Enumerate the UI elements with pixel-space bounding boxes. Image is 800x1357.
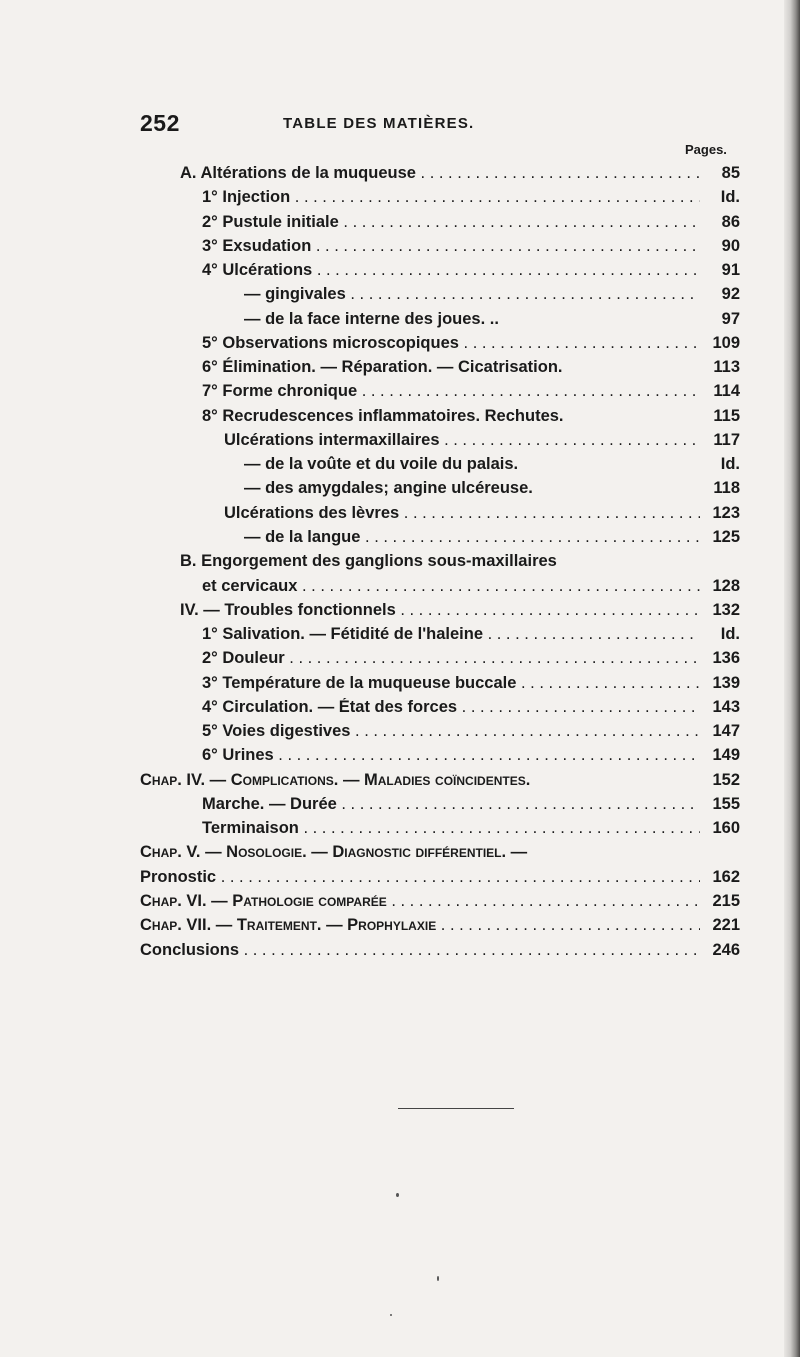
page-header (140, 110, 740, 140)
toc-entry (140, 793, 740, 817)
toc-entry (140, 356, 740, 380)
ink-speck (390, 1314, 392, 1316)
toc-entry-label: — des amygdales; angine ulcéreuse. (244, 479, 533, 498)
running-title: TABLE DES MATIÈRES. (283, 115, 475, 132)
ink-speck (396, 1193, 399, 1197)
toc-entry-label: 5° Voies digestives . . . (202, 722, 700, 744)
toc-entry (140, 841, 740, 865)
toc-entry-label: 7° Forme chronique . . . (202, 382, 700, 404)
toc-entry (140, 211, 740, 235)
toc-entry-page: 139 (712, 673, 740, 692)
toc-entry (140, 744, 740, 768)
toc-entry-label: 6° Urines . . . (202, 746, 700, 768)
toc-entry-page: 118 (713, 479, 740, 498)
toc-entry-page: 113 (713, 358, 740, 377)
closing-rule (398, 1108, 514, 1109)
toc-entry (140, 308, 740, 332)
toc-entry-label: 8° Recrudescences inflammatoires. Rechutes. (202, 406, 564, 425)
toc-entry-page: 160 (712, 819, 740, 838)
toc-entry-label: 1° Salivation. — Fétidité de l'haleine . . . (202, 625, 700, 647)
toc-entry-label: 4° Circulation. — État des forces . . . (202, 698, 700, 720)
toc-entry (140, 720, 740, 744)
toc-entry-page: 128 (712, 576, 740, 595)
toc-entry-page: 155 (712, 794, 740, 813)
toc-entry-label: IV. — Troubles fonctionnels . . . (180, 601, 700, 623)
toc-entry (140, 453, 740, 477)
toc-entry (140, 186, 740, 210)
toc-entry-label: 2° Douleur . . . (202, 649, 700, 671)
toc-entry-page: 152 (712, 770, 740, 789)
page-edge-shadow (784, 0, 800, 1357)
toc-entry (140, 259, 740, 283)
toc-entry-page: 85 (721, 164, 740, 182)
toc-entry-label: Chap. V. — Nosologie. — Diagnostic différentiel. — (140, 843, 528, 862)
toc-entry-page: Id. (720, 188, 740, 207)
toc-entry-label: Pronostic . . . (140, 868, 700, 890)
toc-entry (140, 939, 740, 963)
toc-entry (140, 380, 740, 404)
toc-entry-label: 4° Ulcérations . . . (202, 261, 700, 283)
toc-entry (140, 769, 740, 793)
toc-entry (140, 866, 740, 890)
toc-entry-page: 132 (712, 600, 740, 619)
toc-entry (140, 235, 740, 259)
toc-entry-page: 136 (712, 649, 740, 668)
toc-entry (140, 914, 740, 938)
pages-column-label: Pages. (685, 142, 727, 157)
toc-entry-label: B. Engorgement des ganglions sous-maxillaires (180, 552, 557, 571)
toc-entry-label: Ulcérations des lèvres . . . (224, 504, 700, 526)
toc-entry-page: 221 (712, 916, 740, 935)
toc-entry-page: 246 (712, 940, 740, 959)
toc-entry-label: 6° Élimination. — Réparation. — Cicatrisation. (202, 358, 563, 377)
toc-entry-page: 215 (712, 891, 740, 910)
toc-entry (140, 162, 740, 186)
toc-entry-label: 5° Observations microscopiques . . . (202, 334, 700, 356)
toc-entry (140, 647, 740, 671)
toc-entry (140, 550, 740, 574)
toc-entry-page: 125 (712, 527, 740, 546)
toc-entry (140, 672, 740, 696)
toc-entry-page: 114 (713, 382, 740, 401)
toc-entry-page: Id. (720, 625, 740, 644)
toc-entry (140, 575, 740, 599)
page-number: 252 (140, 110, 180, 136)
toc-entry-label: Chap. VII. — Traitement. — Prophylaxie . . . (140, 916, 700, 938)
toc-entry-label: — de la langue . . . (244, 528, 700, 550)
toc-entry-page: 115 (713, 406, 740, 425)
toc-entry-label: A. Altérations de la muqueuse . . . (180, 164, 700, 186)
toc-entry-page: 97 (721, 309, 740, 328)
toc-entry (140, 696, 740, 720)
toc-entry-label: — de la voûte et du voile du palais. (244, 455, 519, 474)
toc-entry (140, 526, 740, 550)
toc-entry-page: 86 (721, 212, 740, 231)
toc-entry-label: Chap. IV. — Complications. — Maladies coïncidentes. (140, 770, 531, 789)
toc-entry (140, 405, 740, 429)
toc-entry (140, 477, 740, 501)
toc-entry (140, 599, 740, 623)
toc-entry-label: 1° Injection . . . (202, 188, 700, 210)
toc-entry-page: 149 (712, 746, 740, 765)
toc-entry-page: 92 (721, 285, 740, 304)
toc-entry-label: — de la face interne des joues. .. (244, 309, 499, 328)
toc-entry (140, 817, 740, 841)
toc-entry-page: 147 (712, 722, 740, 741)
toc-entry-label: Terminaison . . . (202, 819, 700, 841)
toc-entry-page: 123 (712, 503, 740, 522)
toc-entry (140, 283, 740, 307)
toc-entry-page: 90 (721, 236, 740, 255)
toc-entry-label: 3° Exsudation . . . (202, 237, 700, 259)
toc-entry-page: Id. (720, 455, 740, 474)
toc-entry-label: Marche. — Durée . . . (202, 795, 700, 817)
toc-entry-label: Ulcérations intermaxillaires . . . (224, 431, 700, 453)
toc-entry-label: Chap. VI. — Pathologie comparée . . . (140, 892, 700, 914)
ink-speck (437, 1276, 439, 1281)
toc-entry (140, 502, 740, 526)
toc-entry-page: 109 (712, 333, 740, 352)
toc-entry-label: — gingivales . . . (244, 285, 700, 307)
toc-entry-page: 117 (713, 430, 740, 449)
toc-entry (140, 429, 740, 453)
toc-entry (140, 890, 740, 914)
toc-entry-label: 3° Température de la muqueuse buccale . . . (202, 674, 700, 696)
toc-entry-page: 143 (712, 697, 740, 716)
toc-entry-page: 91 (721, 261, 740, 280)
toc-entry (140, 623, 740, 647)
toc-entry-label: et cervicaux . . . (202, 577, 700, 599)
toc-entry-label: Conclusions . . . (140, 941, 700, 963)
toc-entry-label: 2° Pustule initiale . . . (202, 213, 700, 235)
table-of-contents (140, 162, 740, 963)
toc-entry (140, 332, 740, 356)
toc-entry-page: 162 (712, 867, 740, 886)
